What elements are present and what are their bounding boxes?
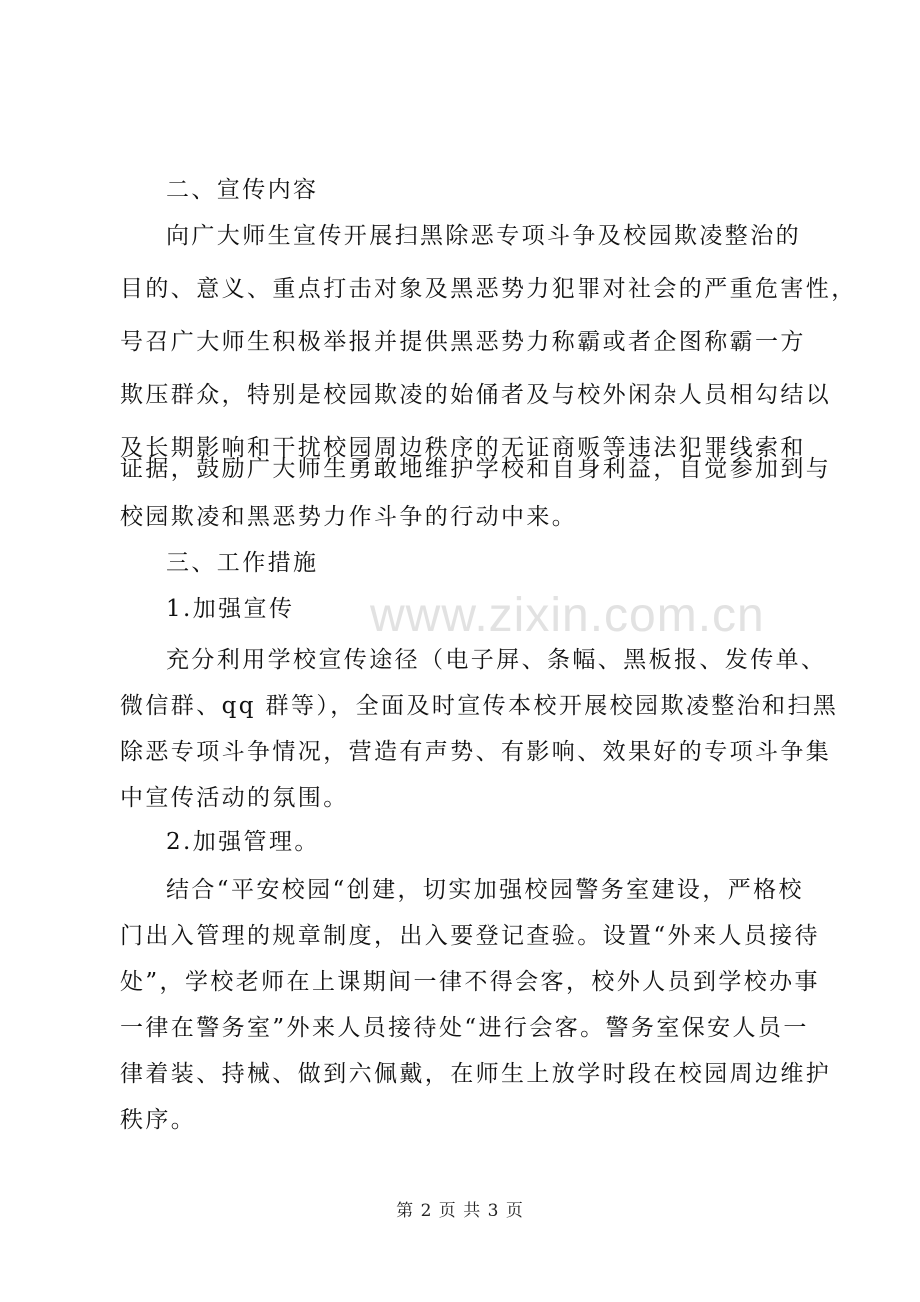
section-heading-3: 三、工作措施	[166, 550, 319, 576]
paragraph-line: 号召广大师生积极举报并提供黑恶势力称霸或者企图称霸一方	[120, 329, 806, 355]
subheading-1: 1.加强宣传	[166, 596, 295, 622]
paragraph-line: 向广大师生宣传开展扫黑除恶专项斗争及校园欺凌整治的	[166, 223, 801, 249]
paragraph-line: 律着装、持械、做到六佩戴，在师生上放学时段在校园周边维护	[120, 1061, 832, 1087]
paragraph-line: 证据，鼓励广大师生勇敢地维护学校和自身利益，自觉参加到与	[120, 456, 832, 482]
paragraph-line: 结合“平安校园“创建，切实加强校园警务室建设，严格校	[166, 877, 804, 903]
paragraph-line: 微信群、qq 群等），全面及时宣传本校开展校园欺凌整治和扫黑	[120, 693, 839, 719]
paragraph-line: 中宣传活动的氛围。	[120, 785, 349, 811]
page-footer: 第 2 页 共 3 页	[396, 1201, 524, 1221]
paragraph-line: 充分利用学校宣传途径（电子屏、条幅、黑板报、发传单、	[166, 647, 827, 673]
paragraph-line: 及长期影响和干扰校园周边秩序的无证商贩等违法犯罪线索和	[120, 435, 806, 461]
paragraph-line: 校园欺凌和黑恶势力作斗争的行动中来。	[120, 504, 578, 530]
paragraph-line: 除恶专项斗争情况，营造有声势、有影响、效果好的专项斗争集	[120, 739, 832, 765]
paragraph-line: 秩序。	[120, 1107, 197, 1133]
paragraph-line: 一律在警务室”外来人员接待处“进行会客。警务室保安人员一	[120, 1015, 809, 1041]
section-heading-2: 二、宣传内容	[166, 177, 319, 203]
watermark: www.zixin.com.cn	[370, 589, 765, 642]
paragraph-line: 处”，学校老师在上课期间一律不得会客，校外人员到学校办事	[120, 969, 820, 995]
paragraph-line: 目的、意义、重点打击对象及黑恶势力犯罪对社会的严重危害性，	[120, 276, 857, 302]
paragraph-line: 欺压群众，特别是校园欺凌的始俑者及与校外闲杂人员相勾结以	[120, 382, 832, 408]
subheading-2: 2.加强管理。	[166, 829, 320, 855]
paragraph-line: 门出入管理的规章制度，出入要登记查验。设置“外来人员接待	[120, 923, 820, 949]
